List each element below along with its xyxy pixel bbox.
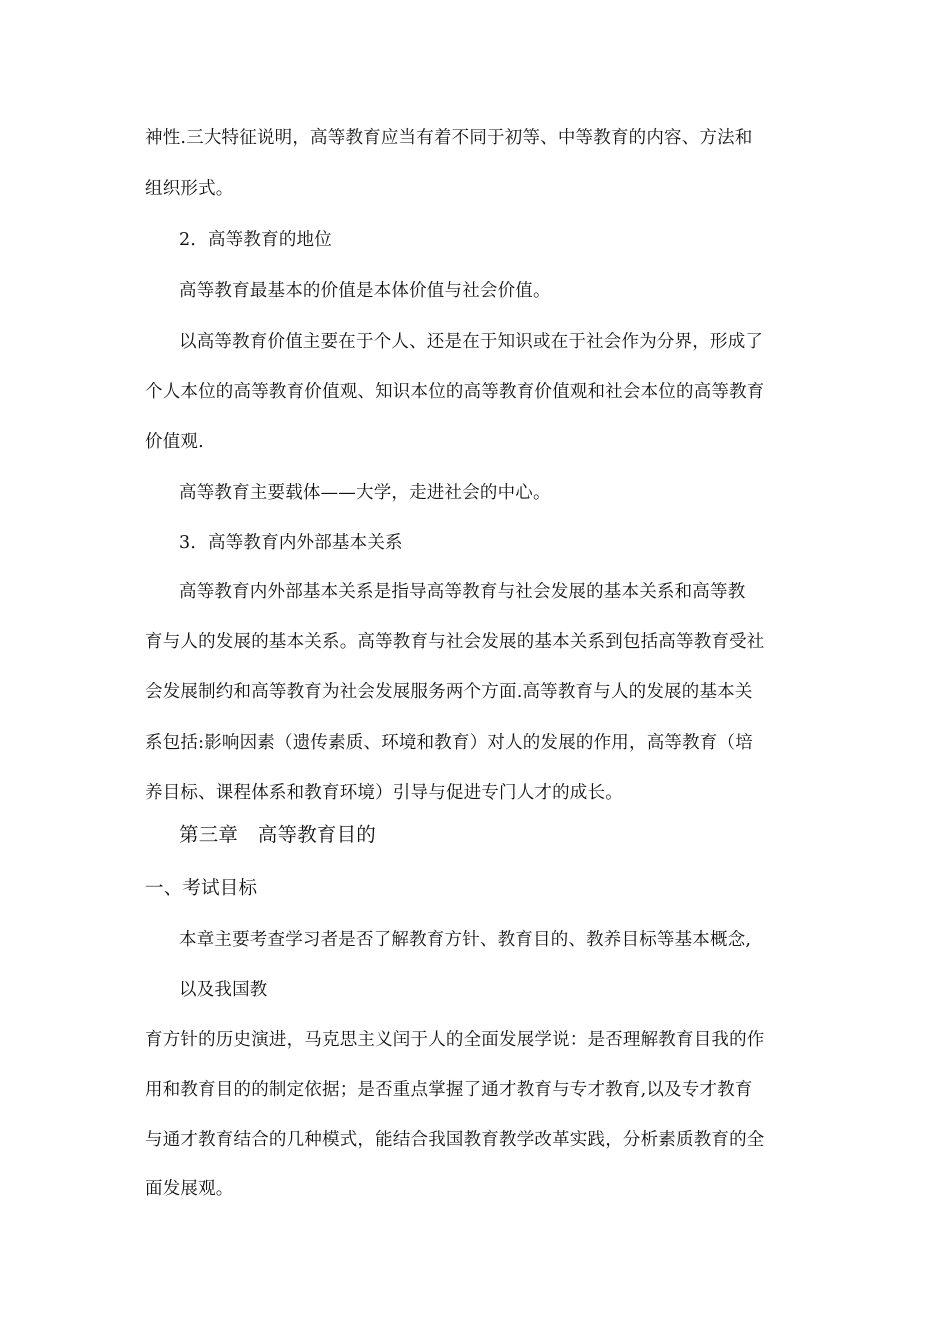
paragraph-line: 以及我国教 <box>179 980 268 1000</box>
section-heading: 3．高等教育内外部基本关系 <box>179 533 403 553</box>
paragraph-line: 组织形式。 <box>145 179 234 199</box>
section-heading: 一、考试目标 <box>145 878 258 899</box>
paragraph-line: 高等教育内外部基本关系是指导高等教育与社会发展的基本关系和高等教 <box>179 582 746 602</box>
paragraph-line: 神性.三大特征说明，高等教育应当有着不同于初等、中等教育的内容、方法和 <box>145 128 753 148</box>
paragraph-line: 养目标、课程体系和教育环境）引导与促进专门人才的成长。 <box>145 783 623 803</box>
paragraph-line: 本章主要考查学习者是否了解教育方针、教育目的、教养目标等基本概念, <box>179 930 752 950</box>
paragraph-line: 用和教育目的的制定依据；是否重点掌握了通才教育与专才教育,以及专才教育 <box>145 1080 753 1100</box>
paragraph-line: 系包括:影响因素（遗传素质、环境和教育）对人的发展的作用，高等教育（培 <box>145 733 753 753</box>
paragraph-line: 面发展观。 <box>145 1179 234 1199</box>
paragraph-line: 与通才教育结合的几种模式，能结合我国教育教学改革实践，分析素质教育的全 <box>145 1130 765 1150</box>
paragraph-line: 以高等教育价值主要在于个人、还是在于知识或在于社会作为分界，形成了 <box>179 332 764 352</box>
paragraph-line: 育与人的发展的基本关系。高等教育与社会发展的基本关系到包括高等教育受社 <box>145 632 765 652</box>
section-heading: 2．高等教育的地位 <box>179 230 332 250</box>
paragraph-line: 高等教育主要载体——大学，走进社会的中心。 <box>179 483 551 503</box>
paragraph-line: 高等教育最基本的价值是本体价值与社会价值。 <box>179 281 551 301</box>
paragraph-line: 育方针的历史演进，马克思主义闰于人的全面发展学说：是否理解教育目我的作 <box>145 1030 765 1050</box>
paragraph-line: 会发展制约和高等教育为社会发展服务两个方面.高等教育与人的发展的基本关 <box>145 682 753 702</box>
paragraph-line: 价值观. <box>145 432 204 452</box>
chapter-title: 第三章 高等教育目的 <box>179 823 377 846</box>
paragraph-line: 个人本位的高等教育价值观、知识本位的高等教育价值观和社会本位的高等教育 <box>145 382 765 402</box>
